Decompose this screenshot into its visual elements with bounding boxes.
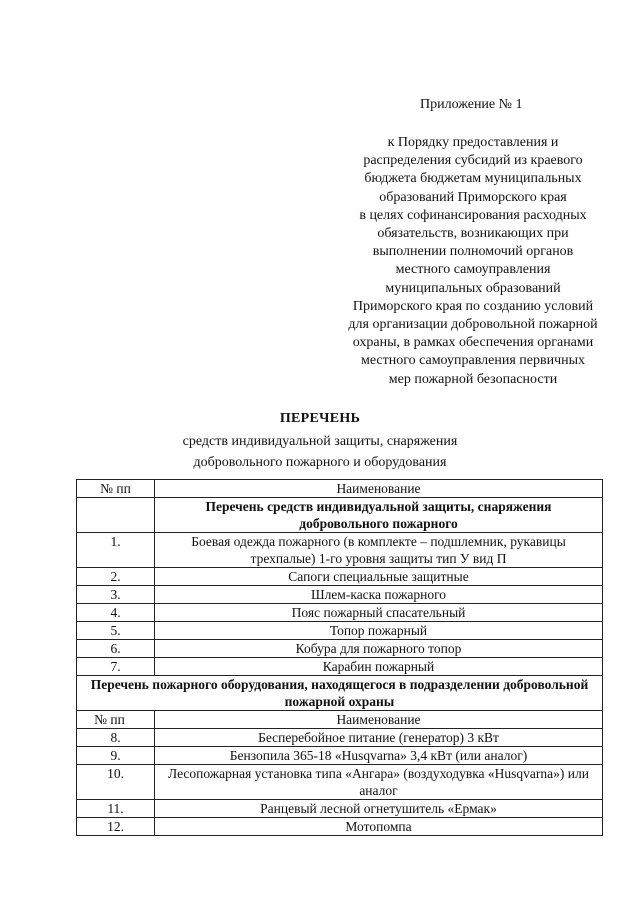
appendix-line: образований Приморского края (379, 189, 567, 205)
appendix-line: распределения субсидий из краевого (363, 153, 583, 169)
row-number: 5. (77, 622, 155, 640)
row-name: Кобура для пожарного топор (155, 640, 603, 658)
appendix-line: охраны, в рамках обеспечения органами (352, 335, 594, 351)
document-subtitle (0, 431, 640, 473)
appendix-title: Приложение № 1 (420, 97, 523, 112)
table-row (77, 800, 603, 818)
appendix-line: местного самоуправления (395, 262, 551, 278)
table-row (77, 533, 603, 568)
row-number: 10. (77, 765, 155, 800)
row-name: Мотопомпа (155, 818, 603, 836)
empty-cell (77, 498, 155, 533)
table-row (77, 747, 603, 765)
table-header-row (77, 480, 603, 498)
appendix-line: в целях софинансирования расходных (359, 207, 587, 223)
row-name: Ранцевый лесной огнетушитель «Ермак» (155, 800, 603, 818)
appendix-line: Приморского края по созданию условий (352, 298, 594, 314)
appendix-line: мер пожарной безопасности (388, 371, 558, 387)
appendix-line: обязательств, возникающих при (377, 226, 569, 242)
appendix-description (328, 134, 618, 389)
row-number: 1. (77, 533, 155, 568)
row-name: Топор пожарный (155, 622, 603, 640)
row-number: 6. (77, 640, 155, 658)
header-num-cell: № пп (77, 480, 155, 498)
appendix-line: местного самоуправления первичных (360, 353, 586, 369)
table-row (77, 765, 603, 800)
header-num-cell: № пп (71, 711, 149, 729)
table-row (77, 729, 603, 747)
row-number: 2. (77, 568, 155, 586)
row-number: 4. (77, 604, 155, 622)
document-heading (0, 410, 640, 473)
document-title: ПЕРЕЧЕНЬ (279, 411, 361, 426)
row-number: 3. (77, 586, 155, 604)
table-row (77, 604, 603, 622)
appendix-line: муниципальных образований (385, 280, 561, 296)
row-number: 7. (77, 658, 155, 676)
appendix-line: выполнении полномочий органов (372, 244, 574, 260)
table-row (77, 568, 603, 586)
equipment-table (76, 479, 603, 836)
table-row (77, 640, 603, 658)
row-name: Шлем-каска пожарного (155, 586, 603, 604)
appendix-line: для организации добровольной пожарной (348, 317, 598, 333)
row-name: Сапоги специальные защитные (155, 568, 603, 586)
table-row (77, 622, 603, 640)
table-row (77, 658, 603, 676)
header-name-cell: Наименование (155, 711, 603, 729)
section-title-row (77, 498, 603, 533)
subtitle-line: добровольного пожарного и оборудования (193, 455, 447, 470)
row-name: Бесперебойное питание (генератор) 3 кВт (155, 729, 603, 747)
section-2-header-row (77, 711, 603, 729)
subtitle-line: средств индивидуальной защиты, снаряжения (182, 434, 458, 449)
row-name: Лесопожарная установка типа «Ангара» (воздуходувка «Husqvarna») или аналог (155, 765, 603, 800)
section-title-row (77, 676, 603, 711)
row-name: Карабин пожарный (155, 658, 603, 676)
section-2-title: Перечень пожарного оборудования, находящегося в подразделении добровольной пожарной охраны (77, 676, 603, 711)
table-row (77, 586, 603, 604)
table-row (77, 818, 603, 836)
row-number: 11. (77, 800, 155, 818)
row-number: 12. (77, 818, 155, 836)
row-name: Бензопила 365-18 «Husqvarna» 3,4 кВт (или аналог) (155, 747, 603, 765)
row-name: Боевая одежда пожарного (в комплекте – подшлемник, рукавицы трехпалые) 1-го уровня защиты тип У вид П (155, 533, 603, 568)
header-name-cell: Наименование (155, 480, 603, 498)
appendix-line: к Порядку предоставления и (387, 135, 559, 150)
row-name: Пояс пожарный спасательный (155, 604, 603, 622)
appendix-line: бюджета бюджетам муниципальных (364, 171, 582, 187)
row-number: 9. (77, 747, 155, 765)
row-number: 8. (77, 729, 155, 747)
section-1-title: Перечень средств индивидуальной защиты, снаряжения добровольного пожарного (155, 498, 603, 533)
